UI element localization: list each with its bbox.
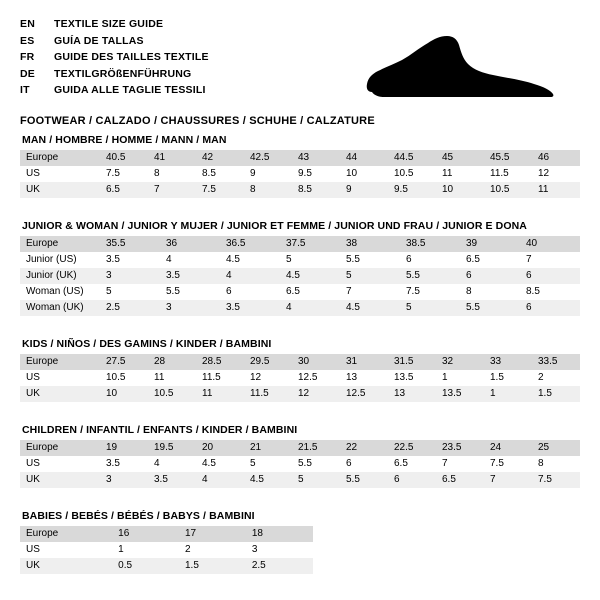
cell: 44.5 <box>388 150 436 166</box>
cell: 36 <box>160 236 220 252</box>
cell: 2 <box>185 544 191 555</box>
cell: 1.5 <box>179 558 246 574</box>
cell: 7.5 <box>196 182 244 198</box>
language-text: GUÍA DE TALLAS <box>54 34 144 47</box>
language-code: ES <box>20 34 35 47</box>
cell: 39 <box>460 236 520 252</box>
size-table-children <box>20 440 580 488</box>
cell: 10 <box>346 168 358 179</box>
cell: 21 <box>244 440 292 456</box>
table-row <box>20 236 580 252</box>
cell: 6 <box>406 254 412 265</box>
cell: 5.5 <box>460 300 520 316</box>
cell: 8 <box>466 286 472 297</box>
row-label: Woman (UK) <box>20 300 100 316</box>
section-kids <box>20 338 580 402</box>
cell: 6.5 <box>394 458 408 469</box>
language-text: TEXTILE SIZE GUIDE <box>54 18 164 30</box>
table-row <box>20 456 580 472</box>
cell: 5.5 <box>298 458 312 469</box>
size-table-junior-woman <box>20 236 580 316</box>
language-code: IT <box>20 84 30 96</box>
section-junior-woman <box>20 220 580 316</box>
cell: 9 <box>250 168 256 179</box>
cell: 21.5 <box>292 440 340 456</box>
cell: 19.5 <box>148 440 196 456</box>
language-row <box>20 16 209 33</box>
cell-empty <box>379 558 446 574</box>
cell: 6 <box>388 472 436 488</box>
cell: 11.5 <box>244 386 292 402</box>
cell: 11.5 <box>490 168 509 179</box>
cell: 43 <box>292 150 340 166</box>
cell: 1 <box>484 386 532 402</box>
cell: 3.5 <box>160 268 220 284</box>
cell: 7.5 <box>106 168 120 179</box>
cell: 33.5 <box>532 354 580 370</box>
language-list <box>20 16 209 99</box>
cell: 6 <box>346 458 352 469</box>
cell: 1.5 <box>532 386 580 402</box>
cell-empty <box>379 526 446 542</box>
table-row <box>20 354 580 370</box>
cell: 22 <box>340 440 388 456</box>
section-children <box>20 424 580 488</box>
table-row <box>20 166 580 182</box>
cell: 3.5 <box>106 254 120 265</box>
row-label: UK <box>20 472 100 488</box>
cell-empty <box>313 526 380 542</box>
section-title: BABIES / BEBÉS / BÉBÉS / BABYS / BAMBINI <box>22 510 255 522</box>
row-label: US <box>26 168 40 179</box>
cell: 6 <box>520 300 580 316</box>
cell: 4 <box>280 300 340 316</box>
row-label: UK <box>20 182 100 198</box>
row-label: Europe <box>20 354 100 370</box>
cell: 38 <box>340 236 400 252</box>
cell: 9.5 <box>388 182 436 198</box>
row-label: Woman (US) <box>26 286 84 297</box>
cell: 7.5 <box>406 286 420 297</box>
cell: 36.5 <box>220 236 280 252</box>
cell: 16 <box>112 526 179 542</box>
cell: 7 <box>442 458 448 469</box>
table-row <box>20 472 580 488</box>
cell: 4.5 <box>280 268 340 284</box>
cell: 13 <box>346 372 358 383</box>
cell: 28 <box>148 354 196 370</box>
cell: 1 <box>442 372 448 383</box>
section-title: JUNIOR & WOMAN / JUNIOR Y MUJER / JUNIOR ET FEMME / JUNIOR UND FRAU / JUNIOR E DONA <box>22 220 527 232</box>
cell: 30 <box>292 354 340 370</box>
cell: 10.5 <box>106 372 126 383</box>
table-row <box>20 268 580 284</box>
table-row <box>20 558 580 574</box>
cell: 38.5 <box>400 236 460 252</box>
cell: 5 <box>292 472 340 488</box>
cell: 41 <box>148 150 196 166</box>
cell: 3 <box>251 544 258 555</box>
table-row <box>20 284 580 300</box>
cell: 17 <box>179 526 246 542</box>
cell: 10 <box>436 182 484 198</box>
cell: 32 <box>436 354 484 370</box>
cell: 5 <box>340 268 400 284</box>
cell: 9.5 <box>298 168 312 179</box>
table-row <box>20 300 580 316</box>
size-table-man <box>20 150 580 198</box>
cell: 5.5 <box>166 286 180 297</box>
cell: 13.5 <box>394 372 414 383</box>
table-row <box>20 150 580 166</box>
cell: 46 <box>532 150 580 166</box>
cell: 8.5 <box>526 286 540 297</box>
section-title: KIDS / NIÑOS / DES GAMINS / KINDER / BAMBINI <box>22 338 272 350</box>
cell: 5.5 <box>346 254 360 265</box>
row-label: Junior (UK) <box>20 268 100 284</box>
cell: 12.5 <box>340 386 388 402</box>
row-label: Junior (US) <box>26 254 77 265</box>
language-code: EN <box>20 18 35 30</box>
cell: 1.5 <box>490 372 504 383</box>
row-label: Europe <box>20 440 100 456</box>
cell: 2.5 <box>246 558 313 574</box>
cell: 8 <box>244 182 292 198</box>
cell: 10.5 <box>148 386 196 402</box>
cell: 40.5 <box>100 150 148 166</box>
cell: 25 <box>532 440 580 456</box>
cell: 7 <box>526 254 532 265</box>
section-title: MAN / HOMBRE / HOMME / MANN / MAN <box>22 134 227 146</box>
language-code: FR <box>20 51 35 63</box>
cell: 3 <box>100 472 148 488</box>
language-row <box>20 33 209 50</box>
cell: 3.5 <box>220 300 280 316</box>
cell: 7.5 <box>490 458 504 469</box>
cell: 45 <box>436 150 484 166</box>
cell: 5.5 <box>400 268 460 284</box>
cell: 19 <box>100 440 148 456</box>
language-text: TEXTILGRÖßENFÜHRUNG <box>54 67 192 80</box>
cell-empty <box>513 558 580 574</box>
row-label: Europe <box>20 150 100 166</box>
cell: 4.5 <box>244 472 292 488</box>
row-label: US <box>26 458 40 469</box>
cell-empty <box>313 542 380 558</box>
dress-shoe-icon <box>364 34 564 100</box>
cell: 12 <box>250 372 262 383</box>
cell: 11 <box>154 372 165 383</box>
cell: 18 <box>246 526 313 542</box>
cell: 2.5 <box>100 300 160 316</box>
language-row <box>20 82 209 99</box>
cell-empty <box>313 558 380 574</box>
cell: 42.5 <box>244 150 292 166</box>
cell: 11 <box>442 168 453 179</box>
cell: 6.5 <box>466 254 480 265</box>
cell: 31.5 <box>388 354 436 370</box>
cell: 23.5 <box>436 440 484 456</box>
table-row <box>20 182 580 198</box>
cell: 10 <box>100 386 148 402</box>
cell: 12.5 <box>298 372 318 383</box>
cell: 1 <box>118 544 124 555</box>
cell: 3 <box>160 300 220 316</box>
cell: 8.5 <box>292 182 340 198</box>
cell-empty <box>446 542 513 558</box>
table-row <box>20 386 580 402</box>
row-label: Europe <box>20 236 100 252</box>
table-row <box>20 252 580 268</box>
cell: 13 <box>388 386 436 402</box>
cell-empty <box>446 526 513 542</box>
cell: 6 <box>520 268 580 284</box>
cell: 27.5 <box>100 354 148 370</box>
cell: 29.5 <box>244 354 292 370</box>
section-man <box>20 134 580 198</box>
cell: 3 <box>100 268 160 284</box>
row-label: US <box>26 372 40 383</box>
language-row <box>20 66 209 83</box>
cell: 6 <box>460 268 520 284</box>
row-label: UK <box>20 386 100 402</box>
cell: 7 <box>346 286 352 297</box>
cell: 10.5 <box>394 168 414 179</box>
cell: 8 <box>154 168 160 179</box>
table-row <box>20 370 580 386</box>
cell: 6.5 <box>100 182 148 198</box>
size-table-babies <box>20 526 580 574</box>
cell: 35.5 <box>100 236 160 252</box>
cell: 31 <box>340 354 388 370</box>
cell: 7 <box>148 182 196 198</box>
cell: 4.5 <box>340 300 400 316</box>
language-row <box>20 49 209 66</box>
section-babies <box>20 510 580 574</box>
cell: 28.5 <box>196 354 244 370</box>
cell: 5 <box>286 254 292 265</box>
language-text: GUIDA ALLE TAGLIE TESSILI <box>54 84 206 96</box>
cell: 5 <box>106 286 112 297</box>
cell-empty <box>446 558 513 574</box>
row-label: UK <box>20 558 112 574</box>
cell-empty <box>513 526 580 542</box>
cell: 4 <box>154 458 160 469</box>
cell: 33 <box>484 354 532 370</box>
language-code: DE <box>20 67 35 80</box>
cell: 6.5 <box>436 472 484 488</box>
cell: 42 <box>196 150 244 166</box>
cell: 22.5 <box>388 440 436 456</box>
table-row <box>20 526 580 542</box>
row-label: US <box>26 544 40 555</box>
cell-empty <box>379 542 446 558</box>
cell: 45.5 <box>484 150 532 166</box>
cell: 5 <box>250 458 256 469</box>
cell: 11.5 <box>202 372 221 383</box>
cell: 4.5 <box>202 458 216 469</box>
size-table-kids <box>20 354 580 402</box>
table-row <box>20 542 580 558</box>
cell: 10.5 <box>484 182 532 198</box>
row-label: Europe <box>20 526 112 542</box>
cell: 37.5 <box>280 236 340 252</box>
cell: 12 <box>538 168 550 179</box>
cell: 40 <box>520 236 580 252</box>
cell: 5.5 <box>340 472 388 488</box>
cell: 11 <box>196 386 244 402</box>
cell: 9 <box>340 182 388 198</box>
cell: 5 <box>400 300 460 316</box>
cell: 3.5 <box>106 458 120 469</box>
cell: 4 <box>166 254 172 265</box>
table-row <box>20 440 580 456</box>
cell: 7.5 <box>532 472 580 488</box>
cell: 24 <box>484 440 532 456</box>
cell: 4 <box>196 472 244 488</box>
cell: 0.5 <box>112 558 179 574</box>
cell: 7 <box>484 472 532 488</box>
cell: 13.5 <box>436 386 484 402</box>
section-title: CHILDREN / INFANTIL / ENFANTS / KINDER / BAMBINI <box>22 424 298 436</box>
cell: 44 <box>340 150 388 166</box>
cell: 8.5 <box>202 168 216 179</box>
category-line: FOOTWEAR / CALZADO / CHAUSSURES / SCHUHE / CALZATURE <box>20 114 375 127</box>
cell: 6.5 <box>286 286 300 297</box>
cell: 20 <box>196 440 244 456</box>
language-text: GUIDE DES TAILLES TEXTILE <box>54 51 209 63</box>
cell: 11 <box>532 182 580 198</box>
cell: 6 <box>226 286 232 297</box>
cell: 3.5 <box>148 472 196 488</box>
document-header <box>20 16 580 127</box>
cell-empty <box>513 542 580 558</box>
cell: 12 <box>292 386 340 402</box>
cell: 8 <box>538 458 544 469</box>
language-list-body <box>20 16 209 99</box>
cell: 4 <box>220 268 280 284</box>
cell: 2 <box>538 372 544 383</box>
cell: 4.5 <box>226 254 240 265</box>
